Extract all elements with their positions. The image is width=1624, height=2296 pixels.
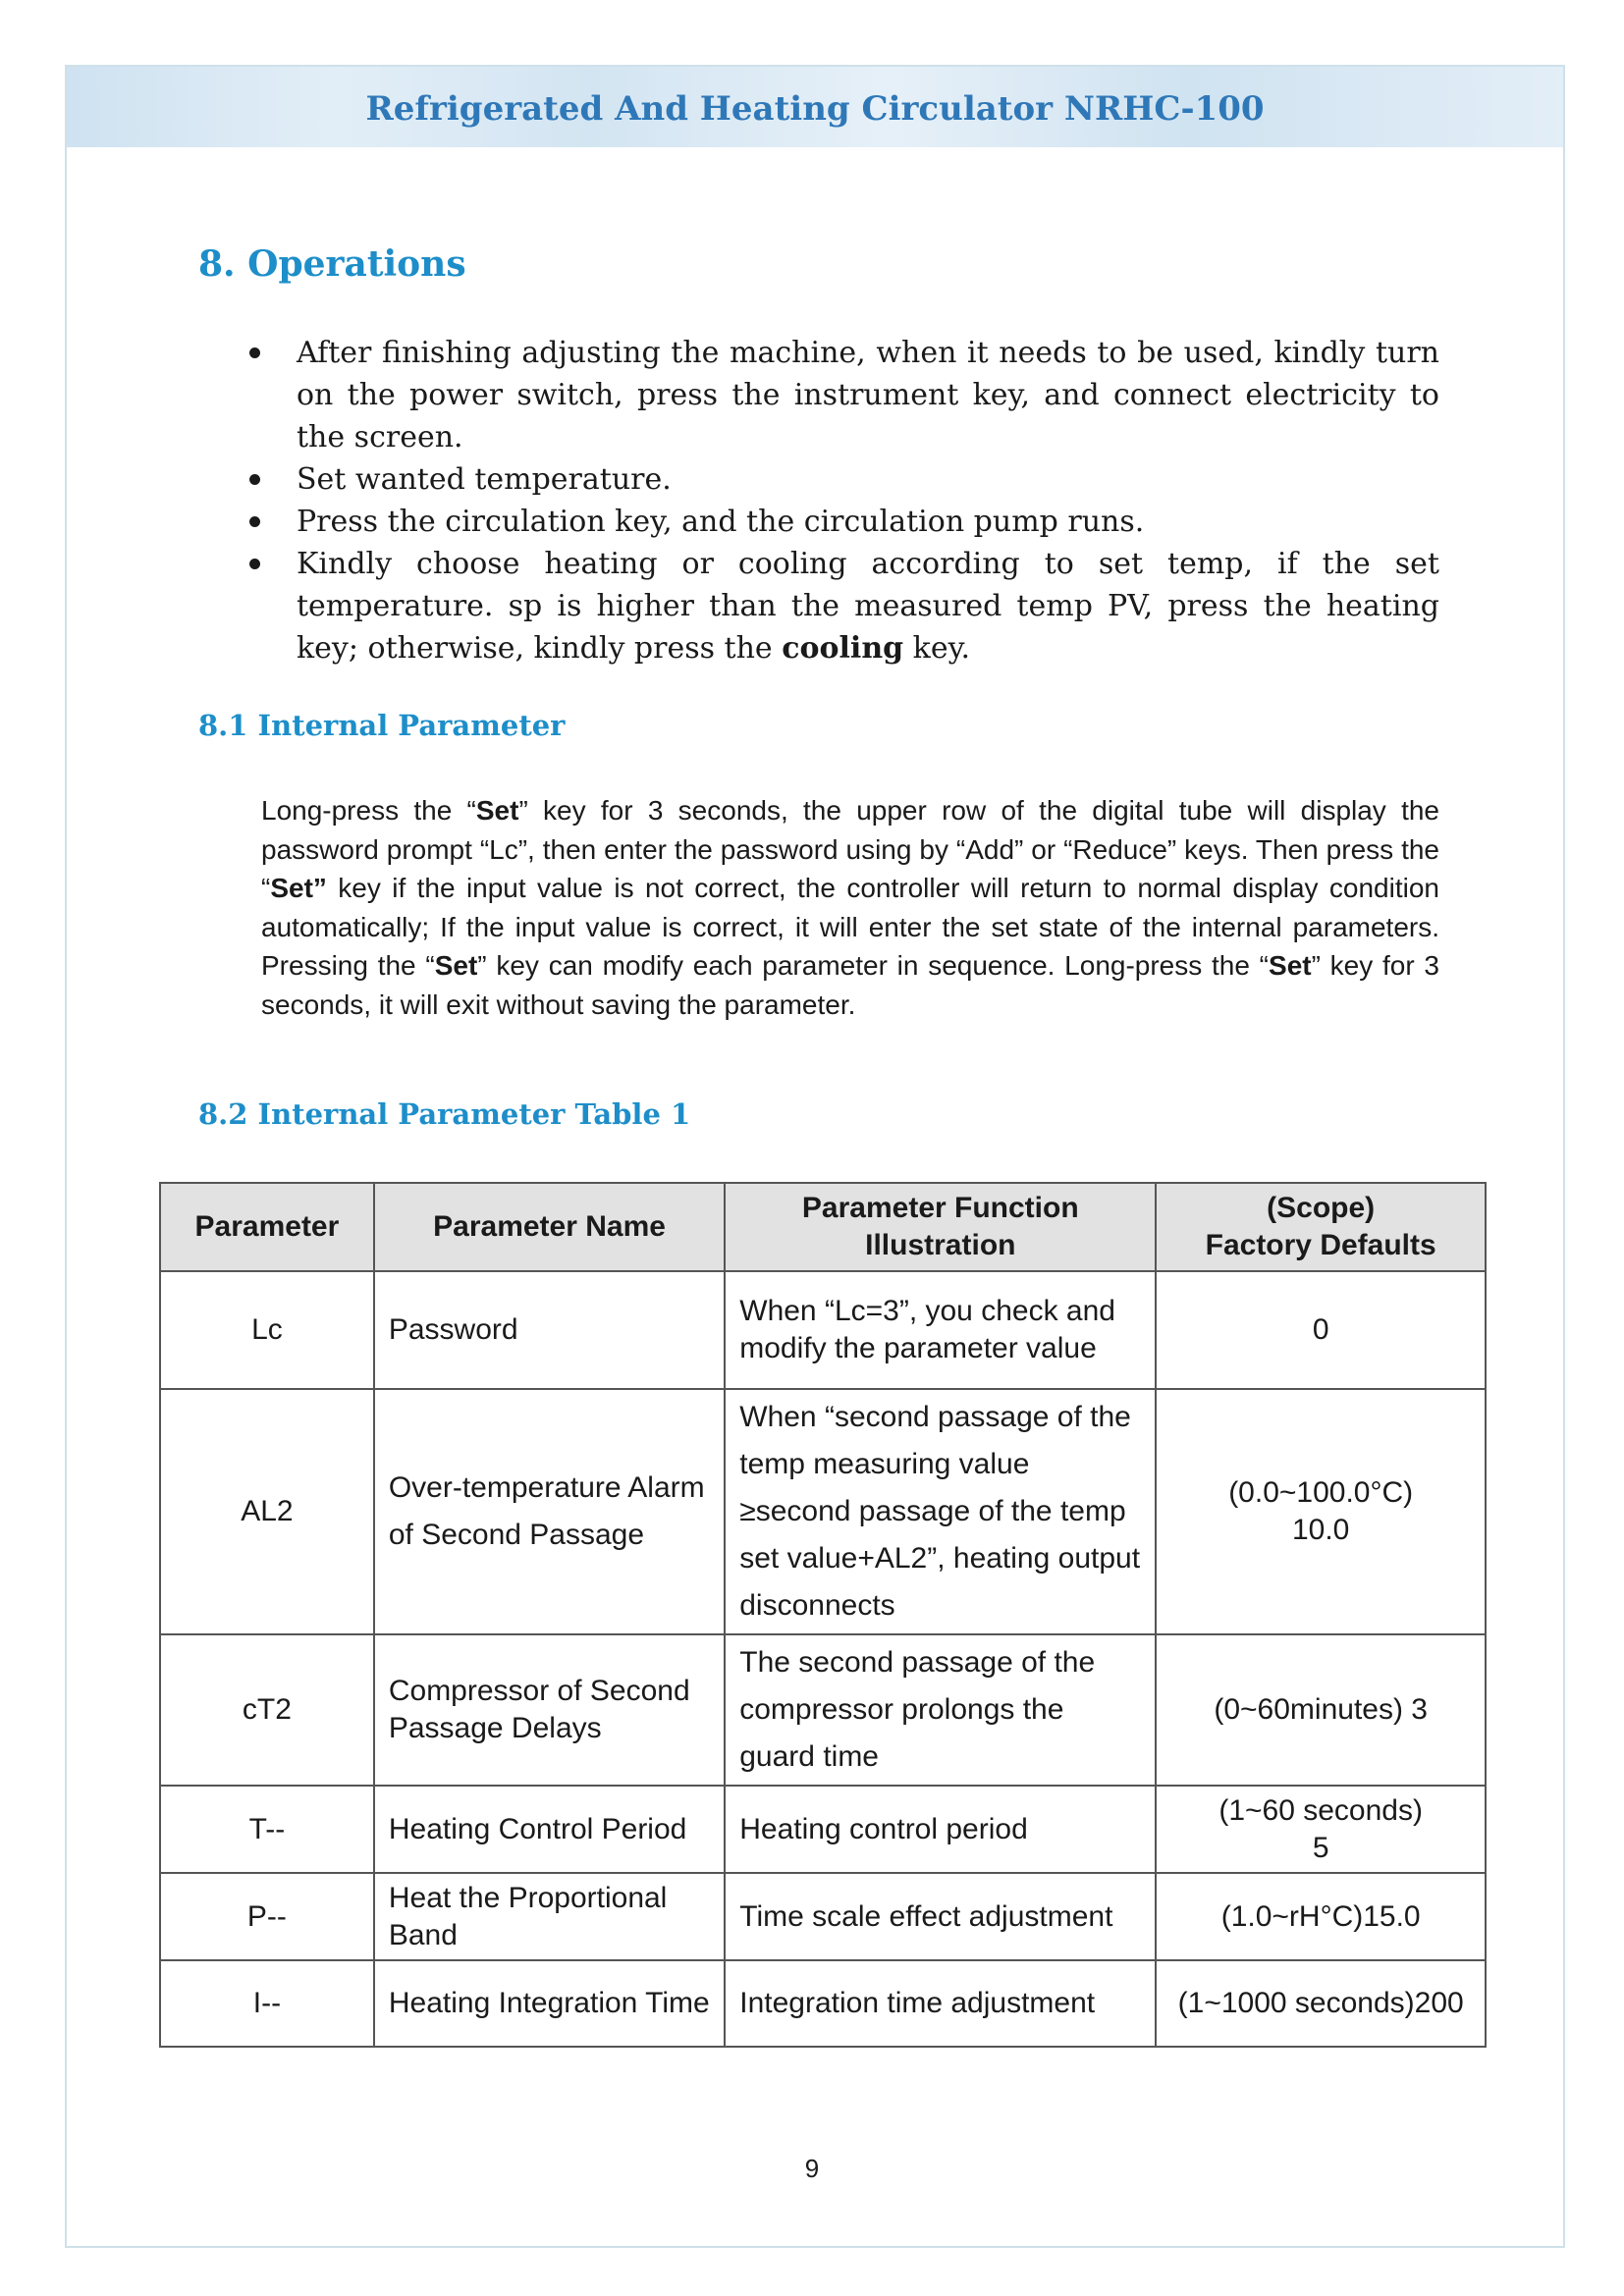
cell-function: When “second passage of the temp measuring value ≥second passage of the temp set value+AL2”, heating output disconnects	[725, 1389, 1156, 1634]
table-row	[160, 1634, 1486, 1786]
scope-default: 10.0	[1291, 1514, 1350, 1546]
internal-parameter-paragraph	[261, 791, 1439, 1024]
subsection-title-internal-parameter: 8.1 Internal Parameter	[198, 709, 566, 742]
header-parameter: Parameter	[160, 1183, 374, 1271]
text: ” key for 3 seconds, it will exit without saving the parameter.	[261, 950, 1440, 1020]
cell-name: Heating Control Period	[374, 1786, 725, 1873]
cell-function: Time scale effect adjustment	[725, 1873, 1156, 1960]
bold-text: cooling	[782, 631, 904, 666]
text: Long-press the “	[261, 795, 476, 826]
list-item-text: key.	[903, 631, 971, 666]
cell-param: Lc	[160, 1271, 374, 1389]
cell-scope	[1156, 1389, 1486, 1634]
cell-scope: 0	[1156, 1271, 1486, 1389]
cell-scope: (1.0~rH°C)15.0	[1156, 1873, 1486, 1960]
cell-function: When “Lc=3”, you check and modify the parameter value	[725, 1271, 1156, 1389]
parameter-table	[159, 1182, 1487, 2048]
list-item-text: Kindly choose heating or cooling according to set temp, if the set temperature. sp is higher than the measured temp PV, press the heating key; otherwise, kindly press the	[297, 547, 1439, 666]
table-header-row	[160, 1183, 1486, 1271]
scope-range: (1~60 seconds)	[1218, 1793, 1423, 1827]
table-row	[160, 1271, 1486, 1389]
list-item: After finishing adjusting the machine, when it needs to be used, kindly turn on the power switch, press the instrument key, and connect electricity to the screen.	[244, 332, 1439, 458]
list-item: Press the circulation key, and the circulation pump runs.	[244, 501, 1439, 543]
cell-function: Heating control period	[725, 1786, 1156, 1873]
operations-list	[244, 332, 1439, 669]
header-parameter-name: Parameter Name	[374, 1183, 725, 1271]
cell-param: T--	[160, 1786, 374, 1873]
cell-param: I--	[160, 1960, 374, 2047]
text: key if the input value is not correct, the controller will return to normal display condition automatically; If the input value is correct, it will enter the set state of the internal parameters. Pressing the “	[261, 873, 1439, 981]
cell-param: P--	[160, 1873, 374, 1960]
list-item: Set wanted temperature.	[244, 458, 1439, 501]
table-row	[160, 1873, 1486, 1960]
bold-text: Set	[475, 795, 519, 826]
cell-param: cT2	[160, 1634, 374, 1786]
page-number: 9	[804, 2154, 820, 2183]
text: ” key for 3 seconds, the upper row of the digital tube will display the password prompt “Lc”, then enter the password using by “Add” or “Reduce” keys. Then press the “	[261, 795, 1440, 903]
cell-scope: (0~60minutes) 3	[1156, 1634, 1486, 1786]
text: ” key can modify each parameter in sequence. Long-press the “	[477, 950, 1270, 981]
table-row	[160, 1786, 1486, 1873]
header-defaults: Factory Defaults	[1205, 1229, 1436, 1261]
header-function: Parameter Function Illustration	[725, 1183, 1156, 1271]
section-title: 8. Operations	[198, 243, 466, 285]
bold-text: Set”	[270, 873, 327, 903]
cell-scope: (1~1000 seconds)200	[1156, 1960, 1486, 2047]
cell-param: AL2	[160, 1389, 374, 1634]
scope-range: (0.0~100.0°C)	[1228, 1476, 1414, 1509]
table-row	[160, 1389, 1486, 1634]
cell-function: The second passage of the compressor prolongs the guard time	[725, 1634, 1156, 1786]
list-item	[244, 543, 1439, 669]
header-title: Refrigerated And Heating Circulator NRHC-100	[365, 89, 1265, 129]
header-scope: (Scope)	[1267, 1192, 1376, 1224]
bold-text: Set	[434, 950, 478, 981]
cell-scope	[1156, 1786, 1486, 1873]
subsection-title-parameter-table: 8.2 Internal Parameter Table 1	[198, 1097, 691, 1131]
table-row	[160, 1960, 1486, 2047]
cell-name: Password	[374, 1271, 725, 1389]
cell-name: Heating Integration Time	[374, 1960, 725, 2047]
cell-function: Integration time adjustment	[725, 1960, 1156, 2047]
bold-text: Set	[1269, 950, 1312, 981]
cell-name: Over-temperature Alarm of Second Passage	[374, 1389, 725, 1634]
header-scope-defaults	[1156, 1183, 1486, 1271]
cell-name: Compressor of Second Passage Delays	[374, 1634, 725, 1786]
scope-default: 5	[1312, 1831, 1329, 1864]
cell-name: Heat the Proportional Band	[374, 1873, 725, 1960]
